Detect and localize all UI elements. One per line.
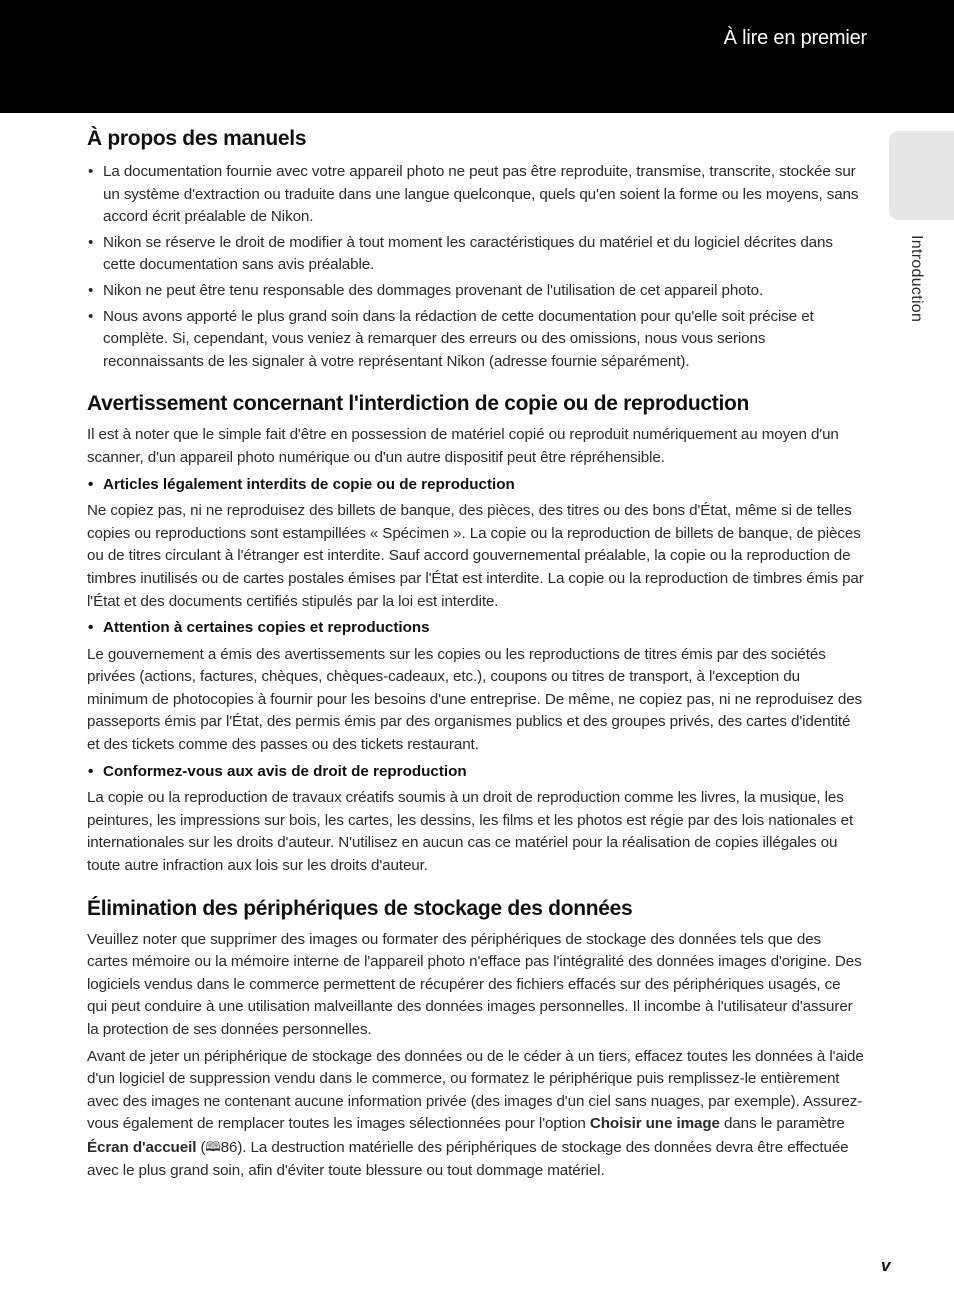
bullet-dot: • [88, 307, 94, 325]
bullet-dot: • [88, 762, 94, 780]
page-content [87, 122, 864, 1182]
list-item: • Nikon ne peut être tenu responsable des dommages provenant de l'utilisation de cet appareil photo. [87, 280, 864, 303]
option-name: Choisir une image [589, 1115, 720, 1133]
bullet-dot: • [88, 619, 94, 637]
section-title-copy-warning: Avertissement concernant l'interdiction de copie ou de reproduction [87, 392, 750, 416]
header-bar [0, 0, 954, 113]
prohibited-items-text: Ne copiez pas, ni ne reproduisez des billets de banque, des pièces, des titres ou des bons d'État, même si de telles copies ou reproductions sont estampillées « Spécimen ». La copie ou la reproduction de billets de banque, de pièces ou de titres circulant à l'étranger est interdite. Sauf accord gouvernemental préalable, la copie ou la reproduction de timbres inutilisés ou de cartes postales émises par l'État est interdite. La copie ou la reproduction de timbres émis par l'État et des documents certifiés stipulés par la loi est interdite. [87, 502, 864, 610]
section-tab [889, 131, 954, 220]
reference-page: 86 [220, 1138, 238, 1156]
book-reference-icon: 🕮 [205, 1138, 221, 1154]
list-item: • La documentation fournie avec votre appareil photo ne peut pas être reproduite, transmise, transcrite, stockée sur un système d'extraction ou traduite dans une langue quelconque, quels qu'en soient la forme ou les moyens, sans accord écrit préalable de Nikon. [88, 163, 859, 226]
caution-copies-text: Le gouvernement a émis des avertissements sur les copies ou les reproductions de titres émis par des sociétés privées (actions, factures, chèques, chèques-cadeaux, etc.), coupons ou titres de transport, à l'exception du minimum de photocopies à fournir pour les besoins d'une entreprise. De même, ne copiez pas, ni ne reproduisez des passeports émis par l'État, des permis émis par des organismes publics et des groupes privés, des cartes d'identité et des tickets comme des passes ou des tickets restaurant. [87, 645, 863, 754]
section-tab-label: Introduction [908, 235, 925, 323]
section-title-manuals: À propos des manuels [87, 127, 307, 150]
list-item: • Nous avons apporté le plus grand soin dans la rédaction de cette documentation pour qu'elle soit précise et complète. Si, cependant, vous veniez à remarquer des erreurs ou des omissions, nous vous serions reconnaissants de les signaler à votre représentant Nikon (adresse fournie séparément). [88, 307, 814, 370]
copy-warning-intro: Il est à noter que le simple fait d'être en possession de matériel copié ou reproduit numériquement au moyen d'un scanner, d'un appareil photo numérique ou d'un autre dispositif peut être répréhensible. [87, 426, 839, 466]
list-item: • Nikon se réserve le droit de modifier à tout moment les caractéristiques du matériel et du logiciel décrites dans cette documentation sans avis préalable. [88, 233, 833, 274]
subheading-copyright-notices: • Conformez-vous aux avis de droit de reproduction [87, 761, 864, 784]
page-number: v [881, 1256, 891, 1275]
subheading-caution-copies: • Attention à certaines copies et reproductions [87, 617, 864, 640]
bullet-dot: • [88, 281, 94, 299]
disposal-paragraph-1: Veuillez noter que supprimer des images ou formater des périphériques de stockage des données tels que des cartes mémoire ou la mémoire interne de l'appareil photo n'efface pas l'intégralité des données images d'origine. Des logiciels vendus dans le commerce permettent de récupérer des fichiers effacés sur des périphériques usagés, ce qui peut conduire à une utilisation malveillante des données images personnelles. Il incombe à l'utilisateur d'assurer la protection de ses données personnelles. [87, 930, 862, 1038]
header-title: À lire en premier [723, 27, 867, 49]
bullet-dot: • [88, 163, 94, 180]
copyright-notices-text: La copie ou la reproduction de travaux créatifs soumis à un droit de reproduction comme les livres, la musique, les peintures, les impressions sur bois, les cartes, les dessins, les films et les photos est régie par des lois nationales et internationales sur les droits d'auteur. N'utilisez en aucun cas ce matériel pour la réalisation de copies illégales ou toute autre infraction aux lois sur les droits d'auteur. [87, 789, 854, 875]
manuals-bullet-list [87, 161, 864, 373]
subheading-prohibited-items: • Articles légalement interdits de copie ou de reproduction [87, 474, 864, 497]
section-title-disposal: Élimination des périphériques de stockage des données [87, 896, 633, 920]
setting-name: Écran d'accueil [87, 1138, 197, 1156]
disposal-paragraph-2: Avant de jeter un périphérique de stockage des données ou de le céder à un tiers, effacez toutes les données à l'aide d'un logiciel de suppression vendu dans le commerce, ou formatez le périphérique puis remplissez-le entièrement avec des images ne contenant aucune information privée (des images d'un ciel sans nuages, par exemple). Assurez-vous également de remplacer toutes les images sélectionnées pour l'option Choisir une image dans le paramètre Écran d'accueil (🕮86). La destruction matérielle des périphériques de stockage des données devra être effectuée avec le plus grand soin, afin d'éviter toute blessure ou tout dommage matériel. [87, 1047, 864, 1179]
bullet-dot: • [88, 233, 94, 251]
bullet-dot: • [88, 475, 94, 493]
